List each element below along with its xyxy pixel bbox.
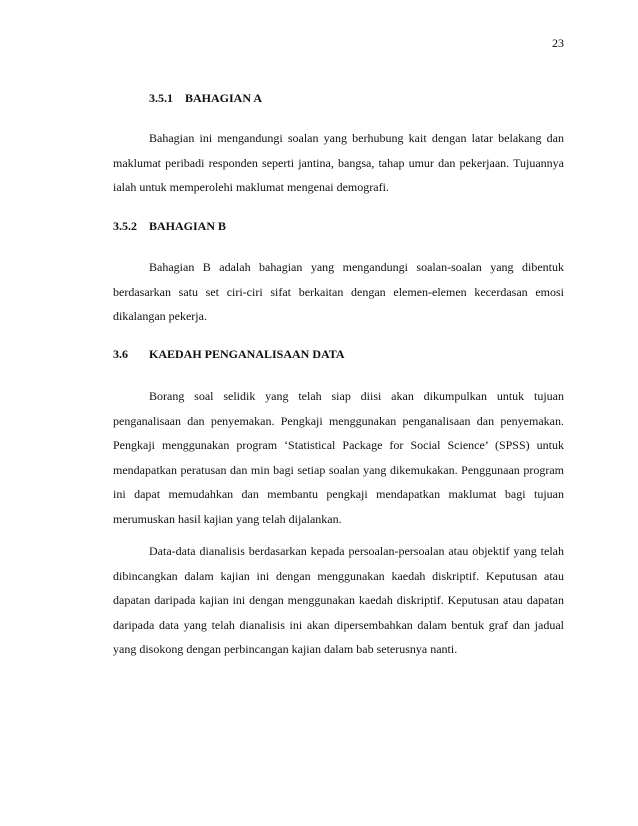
heading-3-5-1 [149, 91, 599, 106]
paragraph-kaedah-2: Data-data dianalisis berdasarkan kepada persoalan-persoalan atau objektif yang telah dibincangkan dalam kajian ini dengan menggunakan kaedah diskriptif. Keputusan atau dapatan daripada kajian ini dengan menggunakan kaedah diskriptif. Keputusan atau dapatan daripada data yang telah dianalisis ini akan dipersembahkan dalam bentuk graf dan jadual yang disokong dengan perbincangan kajian dalam bab seterusnya nanti. [113, 544, 564, 656]
paragraph-bahagian-b: Bahagian B adalah bahagian yang mengandungi soalan-soalan yang dibentuk berdasarkan satu set ciri-ciri sifat berkaitan dengan elemen-elemen kecerdasan emosi dikalangan pekerja. [113, 260, 564, 323]
heading-title: BAHAGIAN B [149, 219, 227, 233]
heading-number: 3.5.2 [113, 219, 137, 233]
heading-number: 3.5.1 [149, 91, 173, 105]
paragraph-bahagian-a: Bahagian ini mengandungi soalan yang berhubung kait dengan latar belakang dan maklumat peribadi responden seperti jantina, bangsa, tahap umur dan pekerjaan. Tujuannya ialah untuk memperolehi maklumat mengenai demografi. [113, 131, 564, 194]
heading-number: 3.6 [113, 347, 128, 361]
heading-title: BAHAGIAN A [185, 91, 263, 105]
heading-3-5-2 [113, 219, 563, 234]
heading-title: KAEDAH PENGANALISAAN DATA [149, 347, 345, 361]
page-number: 23 [552, 36, 564, 50]
paragraph-kaedah-1: Borang soal selidik yang telah siap diisi akan dikumpulkan untuk tujuan penganalisaan dan penyemakan. Pengkaji menggunakan penganalisaan dan penyemakan. Pengkaji menggunakan program ‘Statistical Package for Social Science’ (SPSS) untuk mendapatkan peratusan dan min bagi setiap soalan yang dikemukakan. Penggunaan program ini dapat memudahkan dan membantu pengkaji mendapatkan maklumat bagi tujuan merumuskan hasil kajian yang telah dijalankan. [113, 389, 564, 526]
heading-3-6 [113, 347, 563, 362]
